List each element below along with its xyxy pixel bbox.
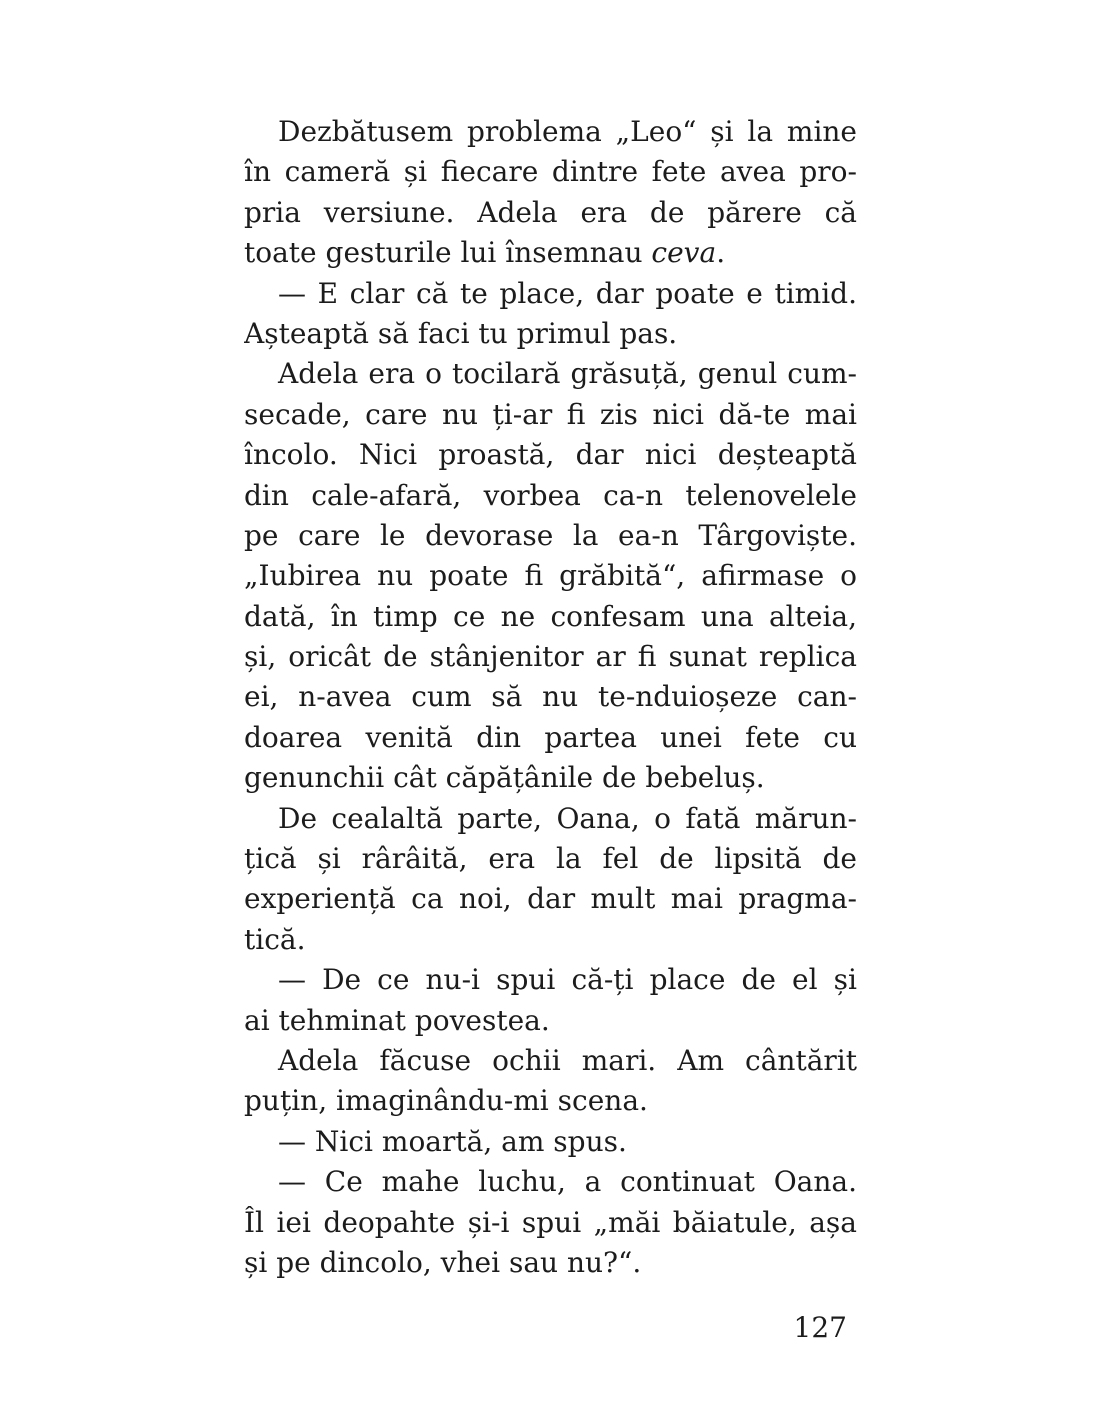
text-line [244, 1081, 857, 1121]
text-segment: puțin, imaginându-mi scena. [244, 1084, 648, 1118]
text-segment: — De ce nu-i spui că-ți place de el și [278, 963, 857, 997]
paragraph [244, 112, 857, 274]
text-line [244, 112, 857, 152]
text-segment: pria versiune. Adela era de părere că [244, 195, 857, 229]
text-line [244, 516, 857, 556]
text-line [244, 435, 857, 475]
text-segment: Așteaptă să faci tu primul pas. [244, 316, 678, 350]
text-line [244, 799, 857, 839]
text-line [244, 1162, 857, 1202]
paragraph [244, 1122, 857, 1162]
text-line [244, 637, 857, 677]
text-line [244, 1243, 857, 1283]
text-line [244, 1122, 857, 1162]
text-segment: De cealaltă parte, Oana, o fată mărun- [278, 801, 857, 835]
text-line [244, 718, 857, 758]
text-segment: țică și rârâită, era la fel de lipsită de [244, 842, 857, 876]
text-segment: experiență ca noi, dar mult mai pragma- [244, 882, 857, 916]
text-line [244, 1203, 857, 1243]
text-segment: ai tehminat povestea. [244, 1003, 550, 1037]
text-line [244, 839, 857, 879]
text-line [244, 314, 857, 354]
text-line [244, 274, 857, 314]
text-line [244, 152, 857, 192]
text-segment: Adela făcuse ochii mari. Am cântărit [278, 1043, 857, 1077]
text-segment: în cameră și fiecare dintre fete avea pro- [244, 155, 857, 189]
text-line [244, 597, 857, 637]
text-segment: și, oricât de stânjenitor ar fi sunat replica [244, 640, 857, 674]
text-segment: — E clar că te place, dar poate e timid. [278, 276, 857, 310]
paragraph [244, 354, 857, 798]
text-segment: tică. [244, 922, 306, 956]
text-line [244, 476, 857, 516]
text-segment: pe care le devorase la ea-n Târgoviște. [244, 518, 857, 552]
text-line [244, 354, 857, 394]
text-segment: încolo. Nici proastă, dar nici deșteaptă [244, 438, 857, 472]
text-line [244, 233, 857, 273]
text-block [244, 112, 857, 1283]
paragraph [244, 799, 857, 961]
text-segment: ei, n-avea cum să nu te-nduioșeze can- [244, 680, 857, 714]
text-line [244, 193, 857, 233]
text-segment: și pe dincolo, vhei sau nu?“. [244, 1245, 642, 1279]
text-segment: — Ce mahe luchu, a continuat Oana. [278, 1165, 857, 1199]
text-line [244, 960, 857, 1000]
text-segment: . [716, 236, 726, 270]
text-segment: „Iubirea nu poate fi grăbită“, afirmase o [244, 559, 857, 593]
text-line [244, 758, 857, 798]
text-line [244, 1001, 857, 1041]
text-line [244, 677, 857, 717]
text-line [244, 879, 857, 919]
text-segment: — Nici moartă, am spus. [278, 1124, 627, 1158]
text-line [244, 395, 857, 435]
text-segment: din cale-afară, vorbea ca-n telenovelele [244, 478, 857, 512]
text-segment: secade, care nu ți-ar fi zis nici dă-te mai [244, 397, 857, 431]
text-line [244, 920, 857, 960]
text-segment: genunchii cât căpățânile de bebeluș. [244, 761, 765, 795]
paragraph [244, 1162, 857, 1283]
text-segment: Dezbătusem problema „Leo“ și la mine [278, 115, 857, 148]
text-segment: Îl iei deopahte și-i spui „măi băiatule, așa [244, 1205, 857, 1239]
text-segment: dată, în timp ce ne confesam una alteia, [244, 599, 857, 633]
text-line [244, 1041, 857, 1081]
text-segment: Adela era o tocilară grăsuță, genul cum- [278, 357, 857, 391]
paragraph [244, 960, 857, 1041]
text-segment: doarea venită din partea unei fete cu [244, 720, 857, 754]
italic-text: ceva [651, 236, 717, 270]
text-line [244, 556, 857, 596]
paragraph [244, 274, 857, 355]
text-segment: toate gesturile lui însemnau [244, 236, 652, 270]
paragraph [244, 1041, 857, 1122]
page-number: 127 [793, 1311, 847, 1344]
